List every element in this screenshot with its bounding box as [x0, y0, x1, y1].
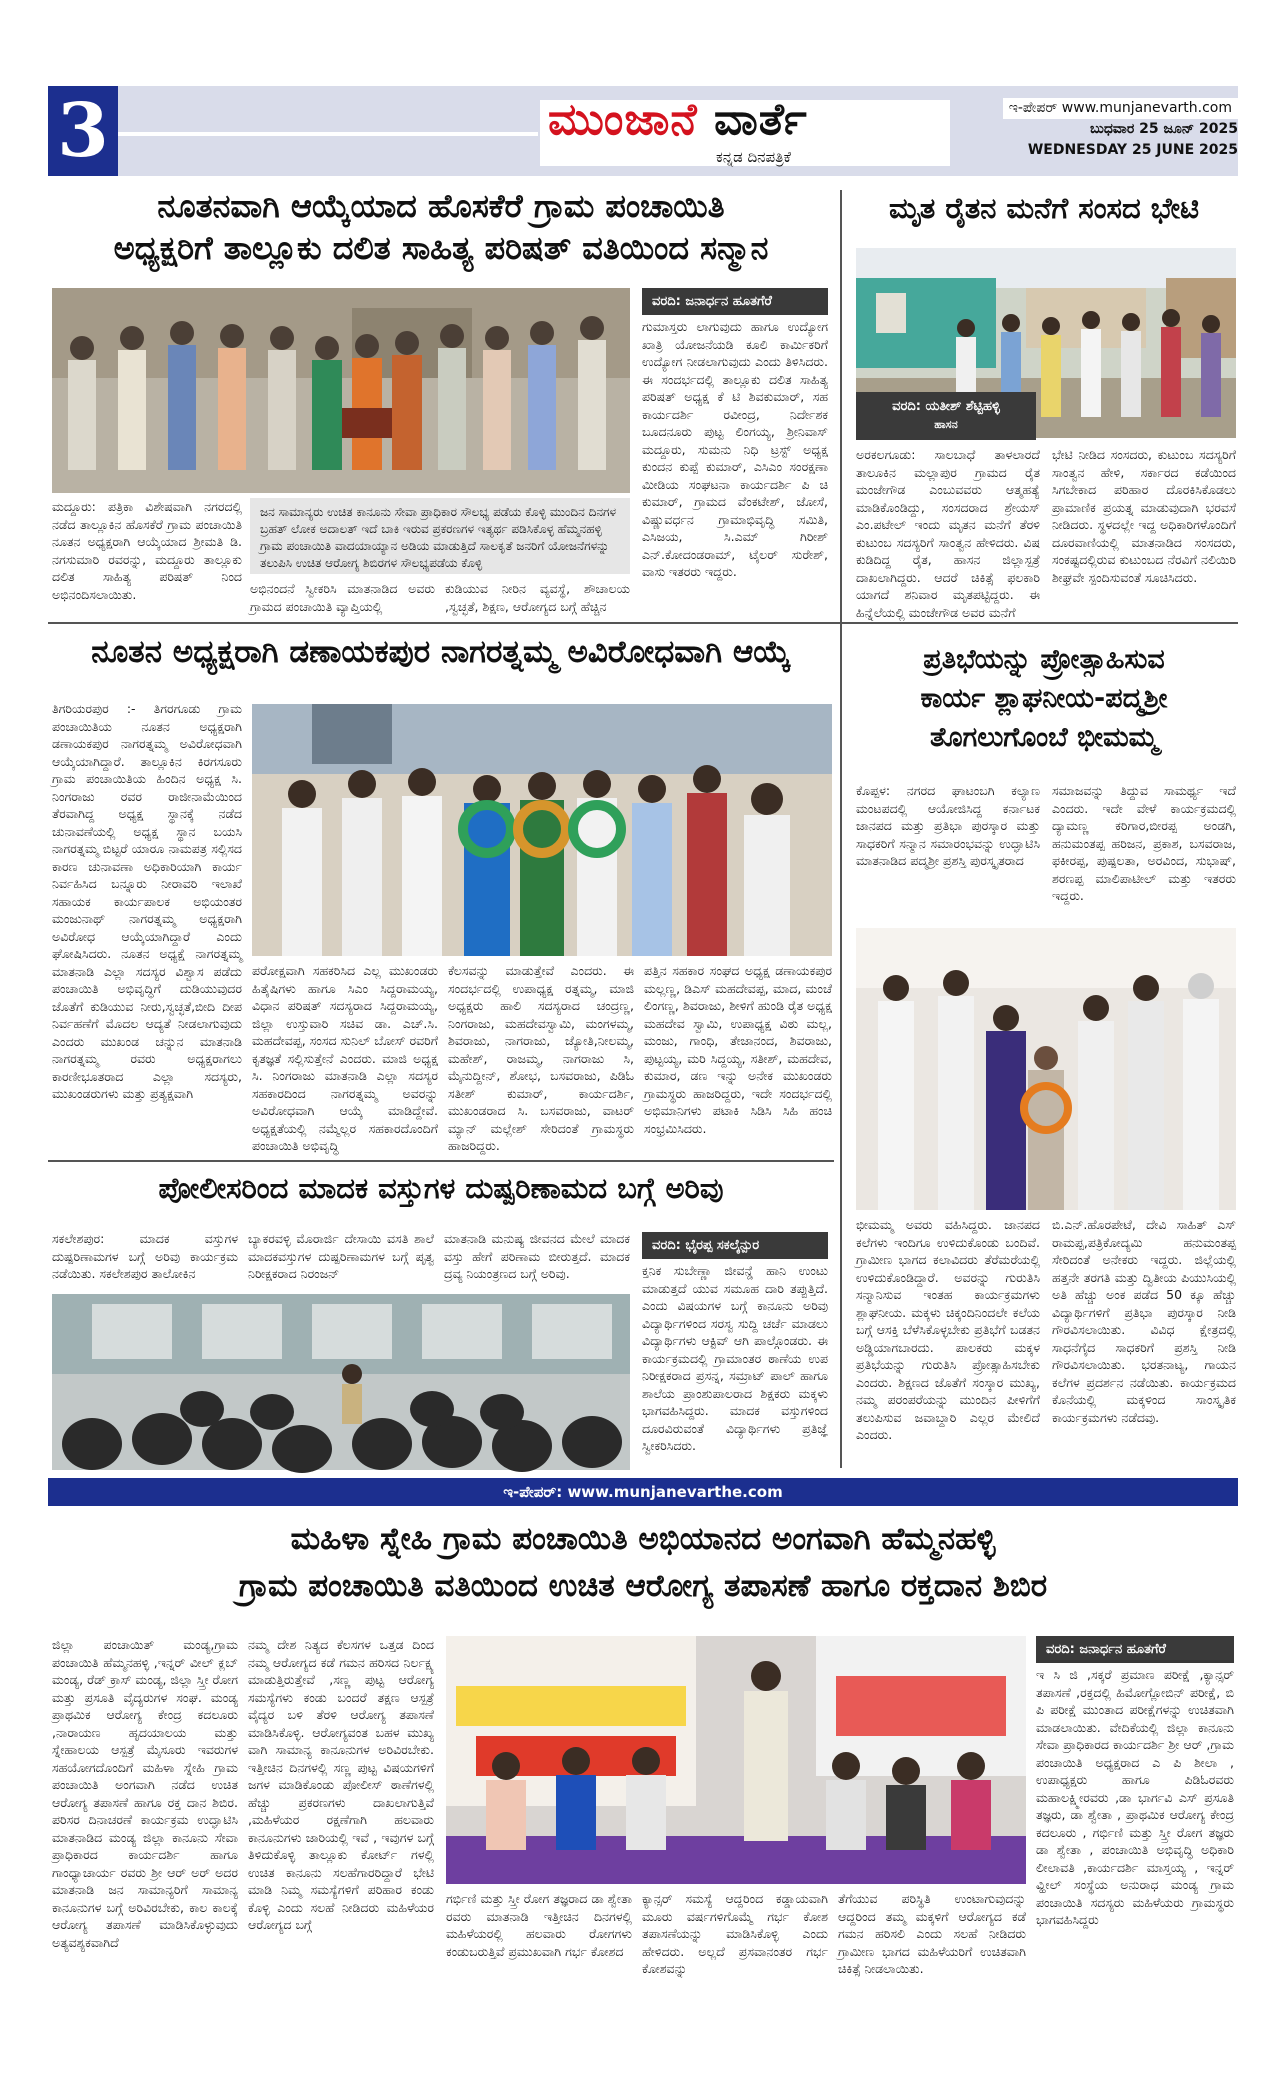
story6-headline [48, 1516, 1238, 1609]
story5-photo [52, 1294, 630, 1470]
story1-text-bottom-a: ಅಭಿನಂದನೆ ಸ್ವೀಕರಿಸಿ ಮಾತನಾಡಿದ ಅವರು ಗ್ರಾಮದ ಪಂಚಾಯಿತಿ ವ್ಯಾಪ್ತಿಯಲ್ಲಿ [250, 581, 435, 614]
story6-text-a: ಜಿಲ್ಲಾ ಪಂಚಾಯಿತ್ ಮಂಡ್ಯ,ಗ್ರಾಮ ಪಂಚಾಯಿತಿ ಹೆಮ್ಮನಹಳ್ಳಿ ,ಇನ್ನರ್ ವೀಲ್ ಕ್ಲಬ್ ಮಂಡ್ಯ, ರೆಡ್ ಕ್ರಾಸ್ ಮಂಡ್ಯ, ಜಿಲ್ಲಾ ಸ್ತ್ರೀ ರೋಗ ಮತ್ತು ಪ್ರಸೂತಿ ವೈದ್ಯರುಗಳ ಸಂಘ. ಮಂಡ್ಯ ಪ್ರಾಥಮಿಕ ಆರೋಗ್ಯ ಕೇಂದ್ರ ಕದಲೂರು ,ನಾರಾಯಣ ಹೃದಯಾಲಯ ಮತ್ತು ಸ್ನೇಹಾಲಯ ಆಸ್ಪತ್ರೆ ಮೈಸೂರು ಇವರುಗಳ ಸಹಯೋಗದೊಂದಿಗೆ ಮಹಿಳಾ ಸ್ನೇಹಿ ಗ್ರಾಮ ಪಂಚಾಯಿತಿ ಅಂಗವಾಗಿ ನಡೆದ ಉಚಿತ ಆರೋಗ್ಯ ತಪಾಸಣೆ ಹಾಗೂ ರಕ್ತ ದಾನ ಶಿಬಿರ. ಪರಿಸರ ದಿನಾಚರಣೆ ಕಾರ್ಯಕ್ರಮ ಉದ್ಘಾಟಿಸಿ ಮಾತನಾಡಿದ ಮಂಡ್ಯ ಜಿಲ್ಲಾ ಕಾನೂನು ಸೇವಾ ಪ್ರಾಧಿಕಾರದ ಕಾರ್ಯದರ್ಶಿ ಹಾಗೂ ಗಾಂಧ್ಯಾಚಾರ್ಯ ರವರು ಶ್ರೀ ಆರ್ ಅರ್ ಅದರ ಮಾತನಾಡಿ ಜನ ಸಾಮಾನ್ಯರಿಗೆ ಸಾಮಾನ್ಯ ಕಾನೂನುಗಳ ಬಗ್ಗೆ ಅರಿವಿರಬೇಕು, ಕಾಲ ಕಾಲಕ್ಕೆ ಆರೋಗ್ಯ ತಪಾಸಣೆ ಮಾಡಿಸಿಕೊಳ್ಳುವುದು ಅತ್ಯವಶ್ಯಕವಾಗಿದೆ [52, 1637, 238, 1950]
story2-headline: ಮೃತ ರೈತನ ಮನೆಗೆ ಸಂಸದ ಭೇಟಿ [888, 191, 1200, 225]
logo-tagline: ಕನ್ನಡ ದಿನಪತ್ರಿಕೆ [716, 148, 792, 166]
story6-text-b: ನಮ್ಮ ದೇಶ ನಿತ್ಯದ ಕೆಲಸಗಳ ಒತ್ತಡ ದಿಂದ ನಮ್ಮ ಆರೋಗ್ಯದ ಕಡೆ ಗಮನ ಹರಿಸದ ನಿರ್ಲಕ್ಷ್ಯ ಮಾಡುತ್ತಿರುತ್ತೇವೆ ,ಸಣ್ಣ ಪುಟ್ಟ ಆರೋಗ್ಯ ಸಮಸ್ಯೆಗಳು ಕಂಡು ಬಂದರೆ ತಕ್ಷಣ ಆಸ್ಪತ್ರೆ ವೈದ್ಯರ ಬಳಿ ತೆರಳಿ ಆರೋಗ್ಯ ತಪಾಸಣೆ ಮಾಡಿಸಿಕೊಳ್ಳಿ. ಆರೋಗ್ಯವಂತ ಬಹಳ ಮುಖ್ಯ ವಾಗಿ ಸಾಮಾನ್ಯ ಕಾನೂನುಗಳ ಅರಿವಿರಬೇಕು. ಇತ್ತೀಚಿನ ದಿನಗಳಲ್ಲಿ ಸಣ್ಣ ಪುಟ್ಟ ವಿಷಯಗಳಿಗೆ ಜಗಳ ಮಾಡಿಕೊಂಡು ಪೋಲೀಸ್ ಠಾಣೆಗಳಲ್ಲಿ ಹೆಚ್ಚು ಪ್ರಕರಣಗಳು ದಾಖಲಾಗುತ್ತಿವೆ ,ಮಹಿಳೆಯರ ರಕ್ಷಣೆಗಾಗಿ ಹಲವಾರು ಕಾನೂನುಗಳು ಜಾರಿಯಲ್ಲಿ ಇವೆ , ಇವುಗಳ ಬಗ್ಗೆ ತಿಳಿದುಕೊಳ್ಳಿ ತಾಲ್ಲೂಕು ಕೋರ್ಟ್ ಗಳಲ್ಲಿ ಉಚಿತ ಕಾನೂನು ಸಲಹೆಗಾರರಿದ್ದಾರೆ ಭೇಟಿ ಮಾಡಿ ನಿಮ್ಮ ಸಮಸ್ಯೆಗಳಿಗೆ ಪರಿಹಾರ ಕಂಡು ಕೊಳ್ಳಿ ಎಂದು ಸಲಹೆ ನೀಡಿದರು ಮಹಿಳೆಯರ ಆರೋಗ್ಯದ ಬಗ್ಗೆ [248, 1637, 434, 1932]
logo-word-1: ಮುಂಜಾನೆ [548, 94, 698, 145]
masthead [48, 86, 1238, 176]
story3-text-b1: ಪರೋಕ್ಷವಾಗಿ ಸಹಕರಿಸಿದ ಎಲ್ಲ ಮುಖಂಡರು ಹಿತೈಷಿಗಳು ಹಾಗೂ ಸಿಎಂ ಸಿದ್ದರಾಮಯ್ಯ, ವಿಧಾನ ಪರಿಷತ್ ಸದಸ್ಯರಾದ ಸಿದ್ದರಾಮಯ್ಯ, ಜಿಲ್ಲಾ ಉಸ್ತುವಾರಿ ಸಚಿವ ಡಾ. ಎಚ್.ಸಿ. ಮಹದೇವಪ್ಪ, ಸಂಸದ ಸುನಿಲ್ ಬೋಸ್ ರವರಿಗೆ ಕೃತಜ್ಞತೆ ಸಲ್ಲಿಸುತ್ತೇನೆ ಎಂದರು. ಮಾಜಿ ಅಧ್ಯಕ್ಷ ಸಿ. ನಿಂಗರಾಜು ಮಾತನಾಡಿ ಎಲ್ಲಾ ಸದಸ್ಯರ ಸಹಕಾರದಿಂದ ನಾಗರತ್ನಮ್ಮ ಅವರನ್ನು ಅವಿರೋಧವಾಗಿ ಆಯ್ಕೆ ಮಾಡಿದ್ದೇವೆ. ಅಧ್ಯಕ್ಷತೆಯಲ್ಲಿ ನಮ್ಮೆಲ್ಲರ ಸಹಕಾರದೊಂದಿಗೆ ಪಂಚಾಯಿತಿ ಅಭಿವೃದ್ಧಿ [252, 963, 438, 1153]
story1-headline-line2: ಅಧ್ಯಕ್ಷರಿಗೆ ತಾಲ್ಲೂಕು ದಲಿತ ಸಾಹಿತ್ಯ ಪರಿಷತ್ ವತಿಯಿಂದ ಸನ್ಮಾನ [113, 228, 769, 267]
story2-reporter [856, 392, 1036, 440]
story4-photo [856, 928, 1236, 1210]
story1-text-left: ಮದ್ದೂರು: ಪತ್ರಿಕಾ ವಿಶೇಷವಾಗಿ ನಗರದಲ್ಲಿ ನಡೆದ ತಾಲ್ಲೂಕಿನ ಹೊಸಕೆರೆ ಗ್ರಾಮ ಪಂಚಾಯಿತಿ ನೂತನ ಅಧ್ಯಕ್ಷರಾಗಿ ಆಯ್ಕೆಯಾದ ಶ್ರೀಮತಿ ಡಿ. ನಗಸುಮಾರಿ ರವರನ್ನು, ಮದ್ದೂರು ತಾಲ್ಲೂಕು ದಲಿತ ಸಾಹಿತ್ಯ ಪರಿಷತ್ ನಿಂದ ಅಭಿನಂದಿಸಲಾಯಿತು. [52, 499, 242, 602]
masthead-info [924, 98, 1238, 161]
story3-headline: ನೂತನ ಅಧ್ಯಕ್ಷರಾಗಿ ಡಣಾಯಕಪುರ ನಾಗರತ್ನಮ್ಮ ಅವಿರೋಧವಾಗಿ ಆಯ್ಕೆ [91, 634, 791, 670]
story2-reporter-place: ಹಾಸನ [934, 418, 958, 431]
story5-reporter: ವರದಿ: ಭೈರಪ್ಪ ಸಕಲೈನ್ಪುರ [642, 1232, 828, 1259]
story3-text-b3: ಪತ್ತಿನ ಸಹಕಾರ ಸಂಘದ ಅಧ್ಯಕ್ಷ ಡಣಾಯಕಪುರ ಮಲ್ಲಣ್ಣ, ಡಿಎಸ್ ಮಹದೇವಪ್ಪ, ಮಾದ, ಮಂಚೆ ಲಿಂಗಣ್ಣ, ಶಿವರಾಜು, ಶೀಳಿಗೆ ಹುಂಡಿ ರೈತ ಅಧ್ಯಕ್ಷ ಮಹದೇವ ಸ್ವಾಮಿ, ಉಪಾಧ್ಯಕ್ಷ ವಿಠು ಮಲ್ಲ, ಮಂಜು, ಗಾಂಧಿ, ತೇಜಾನಂದ, ಶಿವರಾಜು, ಪುಟ್ಟಯ್ಯ, ಮರಿ ಸಿದ್ದಯ್ಯ, ಸತೀಶ್, ಮಹದೇವ, ಕುಮಾರ, ಡಣ ಇನ್ನು ಅನೇಕ ಮುಖಂಡರು ಗ್ರಾಮಸ್ಥರು ಹಾಜರಿದ್ದರು, ಇದೇ ಸಂದರ್ಭದಲ್ಲಿ ಅಭಿಮಾನಿಗಳು ಪಟಾಕಿ ಸಿಡಿಸಿ ಸಿಹಿ ಹಂಚಿ ಸಂಭ್ರಮಿಸಿದರು. [644, 963, 832, 1136]
story4-text-a: ಕೊಪ್ಪಳ: ನಗರದ ಘಾಟಂಬಗಿ ಕಲ್ಯಾಣ ಮಂಟಪದಲ್ಲಿ ಆಯೋಜಿಸಿದ್ದ ಕರ್ನಾಟಕ ಜಾನಪದ ಮತ್ತು ಪ್ರತಿಭಾ ಪುರಸ್ಕಾರ ಮತ್ತು ಸಾಧಕರಿಗೆ ಸನ್ಮಾನ ಸಮಾರಂಭವನ್ನು ಉದ್ಘಾಟಿಸಿ ಮಾತನಾಡಿದ ಪದ್ಮಶ್ರೀ ಪ್ರಶಸ್ತಿ ಪುರಸ್ಕೃತರಾದ [856, 783, 1040, 868]
masthead-rule [118, 132, 538, 136]
story4-headline-line3: ತೊಗಲುಗೊಂಬೆ ಭೀಮಮ್ಮ [929, 722, 1159, 754]
date-kannada: ಬುಧವಾರ 25 ಜೂನ್ 2025 [1089, 121, 1238, 137]
story5-text-a: ಸಕಲೇಶಪುರ: ಮಾದಕ ವಸ್ತುಗಳ ದುಷ್ಪರಿಣಾಮಗಳ ಬಗ್ಗೆ ಅರಿವು ಕಾರ್ಯಕ್ರಮ ನಡೆಯಿತು. ಸಕಲೇಶಪುರ ತಾಲೋಕಿನ [52, 1231, 238, 1281]
section-rule-1 [48, 622, 1238, 624]
newspaper-logo [548, 94, 808, 145]
story6-headline-line2: ಗ್ರಾಮ ಪಂಚಾಯಿತಿ ವತಿಯಿಂದ ಉಚಿತ ಆರೋಗ್ಯ ತಪಾಸಣೆ ಹಾಗೂ ರಕ್ತದಾನ ಶಿಬಿರ [238, 1567, 1048, 1604]
story5-text-b: ಬ್ಯಾಕರವಳ್ಳಿ ಮೊರಾರ್ಜಿ ದೇಸಾಯಿ ವಸತಿ ಶಾಲೆ ಮಾದಕವಸ್ತುಗಳ ದುಷ್ಪರಿಣಾಮಗಳ ಬಗ್ಗೆ ಪೃತ್ವ ನಿರೀಕ್ಷಕರಾದ ನಿರಂಜನ್ [248, 1231, 434, 1281]
story4-headline-line1: ಪ್ರತಿಭೆಯನ್ನು ಪ್ರೋತ್ಸಾಹಿಸುವ [923, 644, 1165, 675]
story6-text-c3: ತೆಗೆಯುವ ಪರಿಸ್ಥಿತಿ ಉಂಟಾಗುವುದನ್ನು ಆದ್ದರಿಂದ ತಮ್ಮ ಮಕ್ಕಳಿಗೆ ಆರೋಗ್ಯದ ಕಡೆ ಗಮನ ಹರಿಸಲಿ ಎಂದು ಸಲಹೆ ನೀಡಿದರು ಗ್ರಾಮೀಣ ಭಾಗದ ಮಹಿಳೆಯರಿಗೆ ಉಚಿತವಾಗಿ ಚಿಕಿತ್ಸೆ ನೀಡಲಾಯಿತು. [838, 1891, 1026, 1976]
story5-text-d: ಕ್ತನಿಕ ಸುಬೇಣ್ಣಾ ಜೀವನ್ಡೆ ಹಾನಿ ಉಂಟು ಮಾಡುತ್ತದೆ ಯುವ ಸಮೂಹ ದಾರಿ ತಪ್ಪುತ್ತಿದೆ. ಎಂದು ವಿಷಯಗಳ ಬಗ್ಗೆ ಕಾನೂನು ಅರಿವು ವಿದ್ಯಾರ್ಥಿಗಳಿಂದ ಸರಸ್ವ ಸುದ್ದಿ ಚರ್ಚೆ ಮಾಡಲು ವಿದ್ಯಾರ್ಥಿಗಳು ಆಕ್ಟಿವ್ ಆಗಿ ಪಾಲ್ಗೊಂಡರು. ಈ ಕಾರ್ಯಕ್ರಮದಲ್ಲಿ ಗ್ರಾಮಾಂತರ ಠಾಣೆಯ ಉಪ ನಿರೀಕ್ಷಕರಾದ ಪ್ರಸನ್ನ, ಸಮ್ರಾಟ್ ಪಾಲ್ ಹಾಗೂ ಶಾಲೆಯ ಪ್ರಾಂಶುಪಾಲರಾದ ಶಿಕ್ಷಕರು ಮಕ್ಕಳು ಭಾಗವಹಿಸಿದ್ದರು. ಮಾದಕ ವಸ್ತುಗಳಿಂದ ದೂರವಿರುವಂತೆ ವಿದ್ಯಾರ್ಥಿಗಳು ಪ್ರತಿಜ್ಞೆ ಸ್ವೀಕರಿಸಿದರು. [642, 1263, 828, 1453]
column-divider [840, 190, 842, 1468]
story3-text-left: ತಿಗರಿಯರಪುರ :- ತಿಗರಗೂಡು ಗ್ರಾಮ ಪಂಚಾಯಿತಿಯ ನೂತನ ಅಧ್ಯಕ್ಷರಾಗಿ ಡಣಾಯಕಪುರ ನಾಗರತ್ನಮ್ಮ ಅವಿರೋಧವಾಗಿ ಆಯ್ಕೆಯಾಗಿದ್ದಾರೆ. ತಾಲ್ಲೂಕಿನ ಕಿರಗಸೂರು ಗ್ರಾಮ ಪಂಚಾಯಿತಿಯ ಹಿಂದಿನ ಅಧ್ಯಕ್ಷ ಸಿ. ನಿಂಗರಾಜು ರವರ ರಾಜೀನಾಮೆಯಿಂದ ತೆರವಾಗಿದ್ದ ಅಧ್ಯಕ್ಷ ಸ್ಥಾನಕ್ಕೆ ನಡೆದ ಚುನಾವಣೆಯಲ್ಲಿ ಅಧ್ಯಕ್ಷ ಸ್ಥಾನ ಬಯಸಿ ನಾಗರತ್ನಮ್ಮ ಬಿಟ್ಟರೆ ಯಾರೂ ನಾಮಪತ್ರ ಸಲ್ಲಿಸದ ಕಾರಣ ಚುನಾವಣಾ ಅಧಿಕಾರಿಯಾಗಿ ಕಾರ್ಯ ನಿರ್ವಹಿಸಿದ ಬನ್ನೂರು ನೀರಾವರಿ ಇಲಾಖೆ ಸಹಾಯಕ ಕಾರ್ಯಪಾಲಕ ಅಭಿಯಂತರ ಮಂಜುನಾಥ್ ನಾಗರತ್ನಮ್ಮ ಅಧ್ಯಕ್ಷರಾಗಿ ಅವಿರೋಧ ಆಯ್ಕೆಯಾಗಿದ್ದಾರೆ ಎಂದು ಘೋಷಿಸಿದರು. ನೂತನ ಅಧ್ಯಕ್ಷೆ ನಾಗರತ್ನಮ್ಮ ಮಾತನಾಡಿ ಎಲ್ಲಾ ಸದಸ್ಯರ ವಿಶ್ವಾಸ ಪಡೆದು ಪಂಚಾಯಿತಿ ಅಭಿವೃದ್ಧಿಗೆ ದುಡಿಯುವುದರ ಜೊತೆಗೆ ಕುಡಿಯುವ ನೀರು,ಸ್ವಚ್ಛತೆ,ಬೀದಿ ದೀಪ ನಿರ್ವಹಣೆಗೆ ಮೊದಲ ಆದ್ಯತೆ ನೀಡಲಾಗುವುದು ಎಂದರು ಮುಖಂಡ ಚನ್ನುನ ಮಾತನಾಡಿ ನಾಗರತ್ನಮ್ಮ ರವರು ಅಧ್ಯಕ್ಷರಾಗಲು ಕಾರಣೀಭೂತರಾದ ಎಲ್ಲಾ ಸದಸ್ಯರು, ಮುಖಂಡರುಗಳು ಮತ್ತು ಪ್ರತ್ಯಕ್ಷವಾಗಿ [52, 701, 242, 1101]
story1-text-right: ಗುಮಾಸ್ತರು ಲಾಗುವುದು ಹಾಗೂ ಉದ್ಯೋಗ ಖಾತ್ರಿ ಯೋಜನೆಯಡಿ ಕೂಲಿ ಕಾರ್ಮಿಕರಿಗೆ ಉದ್ಯೋಗ ನೀಡಲಾಗುವುದು ಎಂದು ತಿಳಿಸಿದರು. ಈ ಸಂದರ್ಭದಲ್ಲಿ ತಾಲ್ಲೂಕು ದಲಿತ ಸಾಹಿತ್ಯ ಪರಿಷತ್ ಅಧ್ಯಕ್ಷ ಕೆ ಟಿ ಶಿವಕುಮಾರ್, ಸಹ ಕಾರ್ಯದರ್ಶಿ ರವೀಂದ್ರ, ನಿರ್ದೇಶಕ ಬೂದನೂರು ಪುಟ್ಟ ಲಿಂಗಯ್ಯ, ಶ್ರೀನಿವಾಸ್ ಮದ್ದೂರು, ಸುಮನು ನಿಧಿ ಟ್ರಸ್ಟ್ ಅಧ್ಯಕ್ಷ ಕುಂದನ ಕುಪ್ಪೆ ಕುಮಾರ್, ಎಸಿಎಂ ಸಂರಕ್ಷಣಾ ಮೀಡಿಯ ಸಂಘಟನಾ ಕಾರ್ಯದರ್ಶಿ ಪಿ ಚಿ ಕುಮಾರ್, ಗ್ರಾಮದ ವೆಂಕಟೇಶ್, ಜೋಸೆ, ವಿಷ್ಣುವರ್ಧನ ಗ್ರಾಮಾಭಿವೃದ್ಧಿ ಸಮಿತಿ, ಎಸಿಜಯ, ಸಿ.ಎಮ್ ಗಿರೀಶ್ ಎನ್.ಕೋದಂಡರಾಮ್, ಟೈಲರ್ ಸುರೇಶ್, ವಾಸು ಇತರರು ಇದ್ದರು. [642, 319, 828, 579]
section-rule-2 [48, 1160, 834, 1162]
story4-text-b: ಸಮಾಜವನ್ನು ತಿದ್ದುವ ಸಾಮರ್ಥ್ಯ ಇದೆ ಎಂದರು. ಇದೇ ವೇಳೆ ಕಾರ್ಯಕ್ರಮದಲ್ಲಿ ದ್ಯಾಮಣ್ಣ ಕರಿಗಾರ,ಬೀರಪ್ಪ ಅಂಡಗಿ, ಹನುಮಂತಪ್ಪ ಹರಿಜನ, ಪ್ರಕಾಶ, ಬಸವರಾಜ, ಫಕೀರಪ್ಪ, ಪುಷ್ಪಲತಾ, ಅರವಿಂದ, ಸುಭಾಷ್, ಶರಣಪ್ಪ ಮಾಲಿಪಾಟೀಲ್ ಮತ್ತು ಇತರರು ಇದ್ದರು. [1052, 783, 1236, 903]
story1-photo [52, 288, 630, 493]
story5-headline: ಪೋಲೀಸರಿಂದ ಮಾದಕ ವಸ್ತುಗಳ ದುಷ್ಪರಿಣಾಮದ ಬಗ್ಗೆ ಅರಿವು [158, 1171, 724, 1205]
story2-text-b: ಭೇಟಿ ನೀಡಿದ ಸಂಸದರು, ಕುಟುಂಬ ಸದಸ್ಯರಿಗೆ ಸಾಂತ್ವನ ಹೇಳಿ, ಸರ್ಕಾರದ ಕಡೆಯಿಂದ ಸಿಗಬೇಕಾದ ಪರಿಹಾರ ದೊರಕಿಸಿಕೊಡಲು ಪ್ರಾಮಾಣಿಕ ಪ್ರಯತ್ನ ಮಾಡುವುದಾಗಿ ಭರವಸೆ ನೀಡಿದರು. ಸ್ಥಳದಲ್ಲೇ ಇದ್ದ ಅಧಿಕಾರಿಗಳೊಂದಿಗೆ ದೂರವಾಣಿಯಲ್ಲಿ ಮಾತನಾಡಿದ ಸಂಸದರು, ಸಂಕಷ್ಟದಲ್ಲಿರುವ ಕುಟುಂಬದ ನೆರವಿಗೆ ನಲಿಯಿರಿ ಶೀಘ್ರವೇ ಸ್ಪಂದಿಸುವಂತೆ ಸೂಚಿಸಿದರು. [1052, 447, 1236, 585]
epaper-strip[interactable]: ಇ-ಪೇಪರ್: www.munjanevarthe.com [48, 1478, 1238, 1506]
logo-word-2: ವಾರ್ತೆ [713, 94, 808, 145]
story6-reporter: ವರದಿ: ಜನಾರ್ಧನ ಹೂತಗೆರೆ [1036, 1636, 1234, 1663]
story4-text-c: ಭೀಮಮ್ಮ ಅವರು ವಹಿಸಿದ್ದರು. ಜಾನಪದ ಕಲೆಗಳು ಇಂದಿಗೂ ಉಳಿದುಕೊಂಡು ಬಂದಿವೆ. ಗ್ರಾಮೀಣ ಭಾಗದ ಕಲಾವಿದರು ತೆರೆಮರೆಯಲ್ಲಿ ಉಳಿದುಕೊಂಡಿದ್ದಾರೆ. ಅವರನ್ನು ಗುರುತಿಸಿ ಸನ್ಮಾನಿಸುವ ಇಂತಹ ಕಾರ್ಯಕ್ರಮಗಳು ಶ್ಲಾಘನೀಯ. ಮಕ್ಕಳು ಚಿಕ್ಕಂದಿನಿಂದಲೇ ಕಲೆಯ ಬಗ್ಗೆ ಆಸಕ್ತಿ ಬೆಳೆಸಿಕೊಳ್ಳಬೇಕು ಪ್ರತಿಭೆಗೆ ಬಡತನ ಅಡ್ಡಿಯಾಗಬಾರದು. ಪಾಲಕರು ಮಕ್ಕಳ ಪ್ರತಿಭೆಯನ್ನು ಗುರುತಿಸಿ ಪ್ರೋತ್ಸಾಹಿಸಬೇಕು ಎಂದರು. ಶಿಕ್ಷಣದ ಜೊತೆಗೆ ಸಂಸ್ಕಾರ ಮುಖ್ಯ, ನಮ್ಮ ಪರಂಪರೆಯನ್ನು ಮುಂದಿನ ಪೀಳಿಗೆಗೆ ತಲುಪಿಸುವ ಜವಾಬ್ದಾರಿ ಎಲ್ಲರ ಮೇಲಿದೆ ಎಂದರು. [856, 1217, 1040, 1442]
story4-headline [848, 640, 1240, 757]
story1-caption: ಜನ ಸಾಮಾನ್ಯರು ಉಚಿತ ಕಾನೂನು ಸೇವಾ ಪ್ರಾಧಿಕಾರ ಸೌಲಭ್ಯ ಪಡೆಯ ಕೊಳ್ಳಿ ಮುಂದಿನ ದಿನಗಳ ಬ್ರಹತ್ ಲೋಕ ಅದಾಲತ್ ಇದೆ ಬಾಕಿ ಇರುವ ಪ್ರಕರಣಗಳ ಇತ್ಯರ್ಥ ಪಡಿಸಿಕೊಳ್ಳ ಹೆಮ್ಮನಹಳ್ಳಿ ಗ್ರಾಮ ಪಂಚಾಯಿತಿ ವಾದಯಾಯ್ಯಾನ ಅಡಿಯ ಮಾಡುತ್ತಿದೆ ಸಾಲಕೃತೆ ಜನರಿಗೆ ಯೋಜನೆಗಳನ್ನು ತಲುಪಿಸಿ ಉಚಿತ ಆರೋಗ್ಯ ಶಿಬಿರಗಳ ಸೌಲಭ್ಯಪಡೆಯ ಕೊಳ್ಳಿ [250, 498, 630, 574]
story4-text-d: ಬಿ.ಎನ್.ಹೊರಪೇಟೆ, ದೇವಿ ಸಾಹಿತ್ ಎಸ್ ರಾಮಪ್ಪ,ಪತ್ರಿಕೋದ್ಯಮಿ ಹನುಮಂತಪ್ಪ ಸೇರಿದಂತೆ ಅನೇಕರು ಇದ್ದರು. ಜಿಲ್ಲೆಯಲ್ಲಿ ಹತ್ತನೇ ತರಗತಿ ಮತ್ತು ದ್ವಿತೀಯ ಪಿಯುಸಿಯಲ್ಲಿ ಅತಿ ಹೆಚ್ಚು ಅಂಕ ಪಡೆದ 50 ಕ್ಕೂ ಹೆಚ್ಚು ವಿದ್ಯಾರ್ಥಿಗಳಿಗೆ ಪ್ರತಿಭಾ ಪುರಸ್ಕಾರ ನೀಡಿ ಗೌರವಿಸಲಾಯಿತು. ವಿವಿಧ ಕ್ಷೇತ್ರದಲ್ಲಿ ಸಾಧನೆಗೈದ ಸಾಧಕರಿಗೆ ಪ್ರಶಸ್ತಿ ನೀಡಿ ಗೌರವಿಸಲಾಯಿತು. ಭರತನಾಟ್ಯ, ಗಾಯನ ಕಲೆಗಳ ಪ್ರದರ್ಶನ ನಡೆಯಿತು. ಕಾರ್ಯಕ್ರಮದ ಕೊನೆಯಲ್ಲಿ ಮಕ್ಕಳಿಂದ ಸಾಂಸ್ಕೃತಿಕ ಕಾರ್ಯಕ್ರಮಗಳು ನಡೆದವು. [1052, 1217, 1236, 1425]
story6-text-c2: ಕ್ಯಾನ್ಸರ್ ಸಮಸ್ಯೆ ಆದ್ದರಿಂದ ಕಡ್ಡಾಯವಾಗಿ ಮೂರು ವರ್ಷಗಳಿಗೊಮ್ಮೆ ಗರ್ಭ ಕೋಶ ತಪಾಸಣೆಯನ್ನು ಮಾಡಿಸಿಕೊಳ್ಳಿ ಎಂದು ಹೇಳಿದರು. ಅಲ್ಲದೆ ಪ್ರಸವಾನಂತರ ಗರ್ಭ ಕೋಶವನ್ನು [642, 1891, 828, 1976]
story1-headline-line1: ನೂತನವಾಗಿ ಆಯ್ಕೆಯಾದ ಹೊಸಕೆರೆ ಗ್ರಾಮ ಪಂಚಾಯಿತಿ [157, 187, 725, 225]
story4-headline-line2: ಕಾರ್ಯ ಶ್ಲಾಘನೀಯ-ಪದ್ಮಶ್ರೀ [920, 683, 1168, 715]
date-english: WEDNESDAY 25 JUNE 2025 [1027, 142, 1238, 158]
story6-text-c1: ಗರ್ಭಿಣಿ ಮತ್ತು ಸ್ತ್ರೀ ರೋಗ ತಜ್ಞರಾದ ಡಾ ಶ್ವೇತಾ ರವರು ಮಾತನಾಡಿ ಇತ್ತೀಚಿನ ದಿನಗಳಲ್ಲಿ ಮಹಿಳೆಯರಲ್ಲಿ ಹಲವಾರು ರೋಗಗಳು ಕಂಡುಬರುತ್ತಿವೆ ಪ್ರಮುಖವಾಗಿ ಗರ್ಭ ಕೋಶದ [446, 1891, 632, 1959]
story2-text-a: ಅರಕಲಗೂಡು: ಸಾಲಬಾಧೆ ತಾಳಲಾರದೆ ತಾಲೂಕಿನ ಮಲ್ಲಾಪುರ ಗ್ರಾಮದ ರೈತ ಮಂಜೇಗೌಡ ಎಂಬುವವರು ಆತ್ಮಹತ್ಯೆ ಮಾಡಿಕೊಂಡಿದ್ದು, ಸಂಸದರಾದ ಶ್ರೇಯಸ್ ಎಂ.ಪಟೇಲ್ ಇಂದು ಮೃತನ ಮನೆಗೆ ತೆರಳಿ ಕುಟುಂಬ ಸದಸ್ಯರಿಗೆ ಸಾಂತ್ವನ ಹೇಳಿದರು. ವಿಷ ಕುಡಿದಿದ್ದ ರೈತ, ಹಾಸನ ಜಿಲ್ಲಾಸ್ಪತ್ರೆ ದಾಖಲಾಗಿದ್ದರು. ಆದರೆ ಚಿಕಿತ್ಸೆ ಫಲಕಾರಿ ಯಾಗದೆ ಶನಿವಾರ ಮೃತಪಟ್ಟಿದ್ದರು. ಈ ಹಿನ್ನೆಲೆಯಲ್ಲಿ ಮಂಜೇಗೌಡ ಅವರ ಮನೆಗೆ [856, 447, 1040, 620]
epaper-url[interactable]: ಇ-ಪೇಪರ್ www.munjanevarth.com [1003, 98, 1238, 119]
story3-photo [252, 704, 832, 956]
story6-photo [446, 1636, 1026, 1884]
story1-reporter: ವರದಿ: ಜನಾರ್ಧನ ಹೂತಗೆರೆ [642, 288, 828, 315]
story6-headline-line1: ಮಹಿಳಾ ಸ್ನೇಹಿ ಗ್ರಾಮ ಪಂಚಾಯಿತಿ ಅಭಿಯಾನದ ಅಂಗವಾಗಿ ಹೆಮ್ಮನಹಳ್ಳಿ [290, 1521, 996, 1557]
story3-text-b2: ಕೆಲಸವನ್ನು ಮಾಡುತ್ತೇವೆ ಎಂದರು. ಈ ಸಂದರ್ಭದಲ್ಲಿ ಉಪಾಧ್ಯಕ್ಷ ರತ್ನಮ್ಮ, ಮಾಜಿ ಅಧ್ಯಕ್ಷರು ಹಾಲಿ ಸದಸ್ಯರಾದ ಚಂದ್ರಣ್ಣ, ನಿಂಗರಾಜು, ಮಹದೇವಸ್ವಾಮಿ, ಮಂಗಳಮ್ಮ, ಶಿವರಾಜು, ನಾಗರಾಜು, ಜ್ಯೋತಿ,ನೀಲಮ್ಮ, ಮಹೇಶ್, ರಾಜಮ್ಮ, ನಾಗರಾಜು ಸಿ, ಮೈನುದ್ದೀನ್, ಶೋಭ, ಬಸವರಾಜು, ಪಿಡಿಓ ಸತೀಶ್ ಕುಮಾರ್, ಕಾರ್ಯದರ್ಶಿ, ಮುಖಂಡರಾದ ಸಿ. ಬಸವರಾಜು, ವಾಟರ್ ಮ್ಯಾನ್ ಮಲ್ಲೇಶ್ ಸೇರಿದಂತೆ ಗ್ರಾಮಸ್ಥರು ಹಾಜರಿದ್ದರು. [448, 963, 634, 1153]
story2-reporter-name: ವರದಿ: ಯತೀಶ್ ಶೆಟ್ಟಿಹಳ್ಳಿ [892, 399, 1000, 414]
page-number: 3 [48, 86, 118, 176]
story6-text-d: ಇ ಸಿ ಜಿ ,ಸಕ್ಕರೆ ಪ್ರಮಾಣ ಪರೀಕ್ಷೆ ,ಕ್ಯಾನ್ಸರ್ ತಪಾಸಣೆ ,ರಕ್ತದಲ್ಲಿ ಹಿಮೋಗ್ಲೋಬಿನ್ ಪರೀಕ್ಷೆ, ಬಿ ಪಿ ಪರೀಕ್ಷೆ ಮುಂತಾದ ಪರೀಕ್ಷೆಗಳನ್ನು ಉಚಿತವಾಗಿ ಮಾಡಲಾಯಿತು. ವೇದಿಕೆಯಲ್ಲಿ ಜಿಲ್ಲಾ ಕಾನೂನು ಸೇವಾ ಪ್ರಾಧಿಕಾರದ ಕಾರ್ಯದರ್ಶಿ ಶ್ರೀ ಆರ್ ,ಗ್ರಾಮ ಪಂಚಾಯಿತಿ ಅಧ್ಯಕ್ಷರಾದ ಎ ಪಿ ಶೀಲಾ , ಉಪಾಧ್ಯಕ್ಷರು ಹಾಗೂ ಪಿಡಿಓರವರು ಮಹಾಲಕ್ಷ್ಮೀರವರು ,ಡಾ ಭಾರ್ಗವಿ ಎಸ್ ಪ್ರಸೂತಿ ತಜ್ಞರು, ಡಾ ಶ್ವೇತಾ , ಪ್ರಾಥಮಿಕ ಆರೋಗ್ಯ ಕೇಂದ್ರ ಕದಲೂರು , ಗರ್ಭಿಣಿ ಮತ್ತು ಸ್ತ್ರೀ ರೋಗ ತಜ್ಞರು ಡಾ ಶ್ವೇತಾ , ಪಂಚಾಯಿತಿ ಅಭಿವೃದ್ಧಿ ಅಧಿಕಾರಿ ಲೀಲಾವತಿ ,ಕಾರ್ಯದರ್ಶಿ ಮಾಸ್ತಯ್ಯ , ಇನ್ನರ್ ವ್ಹೀಲ್ ಸಂಸ್ಥೆಯ ಅನುರಾಧ ಮಂಡ್ಯ ಗ್ರಾಮ ಪಂಚಾಯಿತಿ ಸದಸ್ಯರು ಮಹಿಳೆಯರು ಗ್ರಾಮಸ್ಥರು ಭಾಗವಹಿಸಿದ್ದರು [1036, 1667, 1234, 1927]
story5-text-c: ಮಾತನಾಡಿ ಮನುಷ್ಯ ಜೀವನದ ಮೇಲೆ ಮಾದಕ ವಸ್ತು ಹೇಗೆ ಪರಿಣಾಮ ಬೀರುತ್ತದೆ. ಮಾದಕ ದ್ರವ್ಯ ನಿಯಂತ್ರಣದ ಬಗ್ಗೆ ಅರಿವು. [444, 1231, 630, 1281]
story1-headline [48, 186, 834, 269]
story1-text-bottom-b: ಕುಡಿಯುವ ನೀರಿನ ವ್ಯವಸ್ಥೆ, ಶೌಚಾಲಯ ,ಸ್ವಚ್ಛತೆ, ಶಿಕ್ಷಣ, ಆರೋಗ್ಯದ ಬಗ್ಗೆ ಹೆಚ್ಚಿನ [445, 581, 630, 614]
